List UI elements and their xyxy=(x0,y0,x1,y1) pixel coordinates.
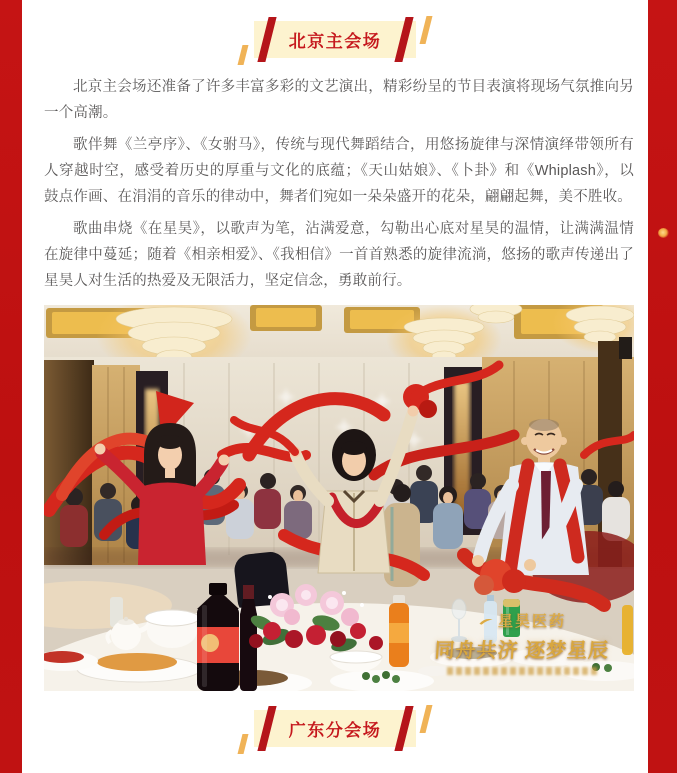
gold-slash-icon xyxy=(420,16,433,44)
watermark-slogan: 同舟共济 逐梦星辰 xyxy=(433,640,610,662)
gold-slash-icon xyxy=(420,705,433,733)
paragraph-3: 歌曲串烧《在星昊》，以歌声为笔，沾满爱意，勾勒出心底对星昊的温情，让满满温情在旋律中蔓延；随着《相亲相爱》、《我相信》一首首熟悉的旋律流淌，悠扬的歌声传递出了星昊人对生活的热爱及无限活力，坚定信念，勇敢前行。 xyxy=(44,221,634,289)
watermark-brand: 星昊医药 xyxy=(497,613,566,630)
banquet-scene xyxy=(44,305,634,691)
yellow-drink-bottle xyxy=(622,605,633,655)
red-slash-icon xyxy=(257,17,276,62)
green-can xyxy=(503,599,520,637)
paragraph-1: 北京主会场还准备了许多丰富多彩的文艺演出，精彩纷呈的节目表演将现场气氛推向另一个高潮。 xyxy=(44,79,634,121)
red-slash-icon xyxy=(257,706,276,751)
gold-slash-icon xyxy=(238,734,249,754)
gold-slash-icon xyxy=(238,45,249,65)
water-bottle xyxy=(484,595,497,643)
article-content xyxy=(22,0,648,773)
section-banner-beijing xyxy=(254,21,416,58)
cola-bottle xyxy=(197,583,239,691)
gold-dot-decoration xyxy=(658,228,669,238)
red-slash-icon xyxy=(394,706,413,751)
section-banner-guangdong xyxy=(254,710,416,747)
section-title-beijing: 北京主会场 xyxy=(288,32,382,51)
right-red-border xyxy=(648,0,677,773)
orange-juice-bottle xyxy=(389,595,409,667)
red-slash-icon xyxy=(394,17,413,62)
left-red-border xyxy=(0,0,22,773)
article-body xyxy=(44,74,634,294)
section-title-guangdong: 广东分会场 xyxy=(288,721,382,740)
paragraph-2: 歌伴舞《兰亭序》、《女驸马》，传统与现代舞蹈结合，用悠扬旋律与深情演绎带领所有人穿越时空，感受着历史的厚重与文化的底蕴；《天山姑娘》、《卜卦》和《Whiplash》，以鼓点作画、在涓涓的音乐的律动中，舞者们宛如一朵朵盛开的花朵，翩翩起舞，美不胜收。 xyxy=(44,137,634,205)
event-photo xyxy=(44,305,634,691)
